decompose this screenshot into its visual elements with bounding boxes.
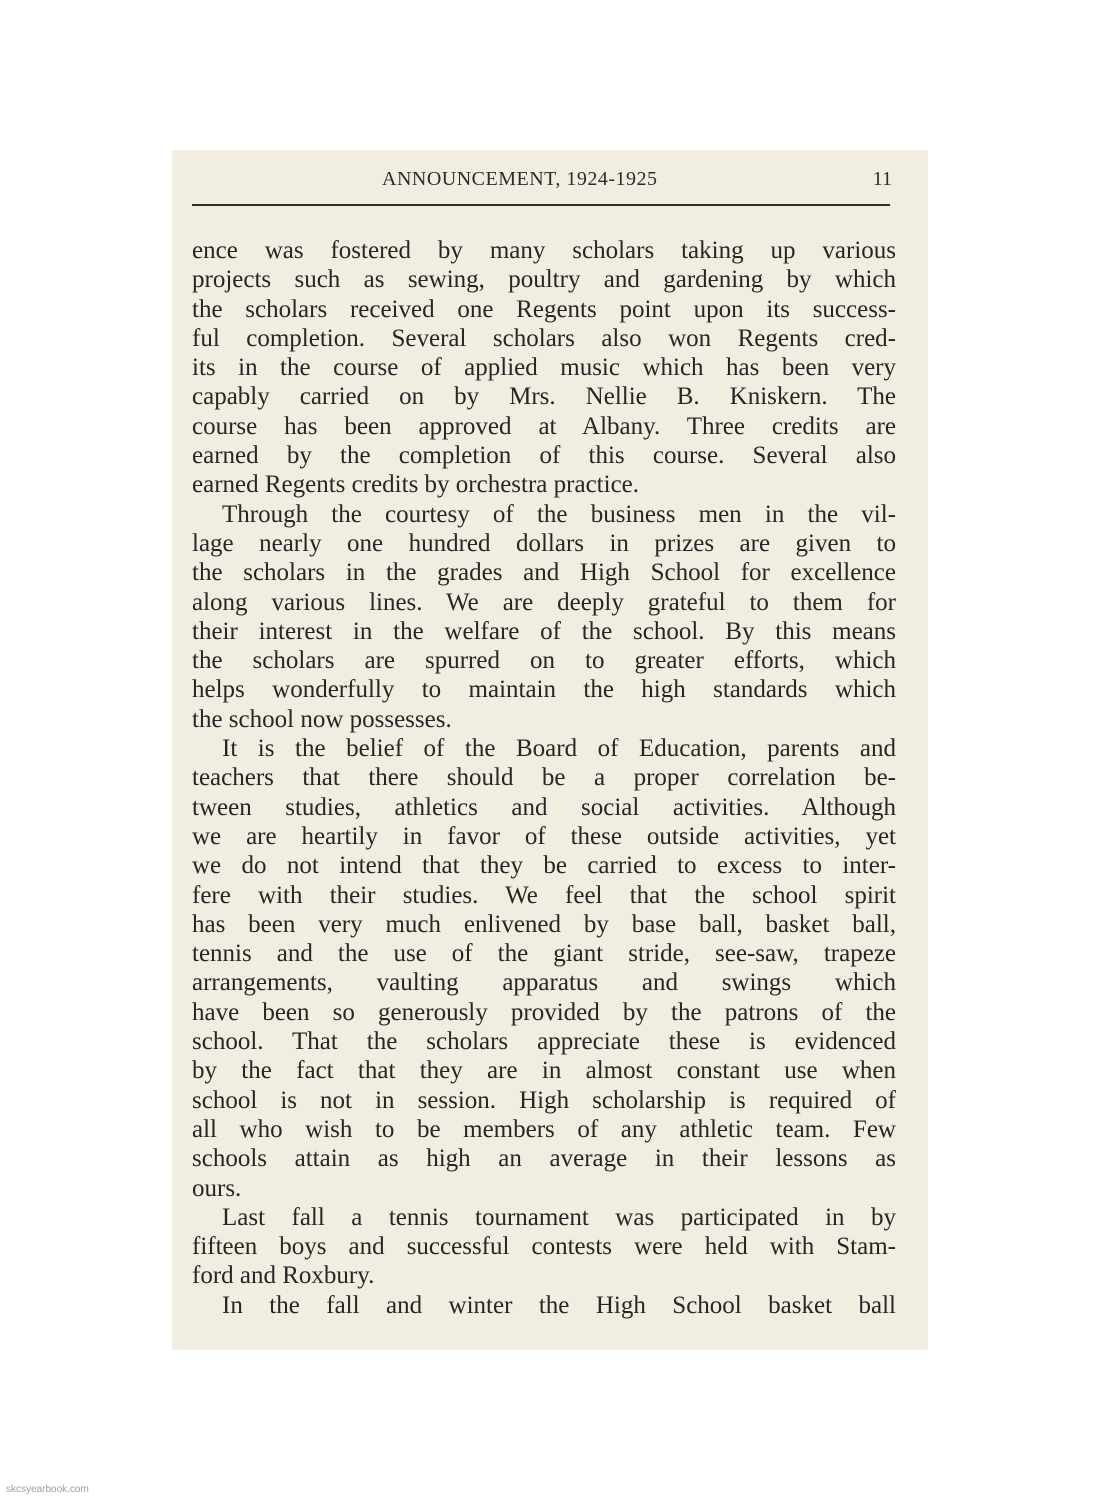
text-line: the scholars in the grades and High School for excellence bbox=[192, 559, 896, 587]
text-line: tennis and the use of the giant stride, see-saw, trapeze bbox=[192, 940, 896, 968]
text-line: helps wonderfully to maintain the high standards which bbox=[192, 676, 896, 704]
text-line: lage nearly one hundred dollars in prizes are given to bbox=[192, 529, 896, 557]
text-line: the scholars received one Regents point upon its success- bbox=[192, 295, 896, 323]
text-line: fere with their studies. We feel that the school spirit bbox=[192, 881, 896, 909]
text-line: we are heartily in favor of these outside activities, yet bbox=[192, 822, 896, 850]
text-line: course has been approved at Albany. Three credits are bbox=[192, 412, 896, 440]
page-number: 11 bbox=[872, 168, 892, 190]
running-header bbox=[192, 168, 904, 194]
text-line: ful completion. Several scholars also won Regents cred- bbox=[192, 324, 896, 352]
text-line: school is not in session. High scholarship is required of bbox=[192, 1086, 896, 1114]
text-line: capably carried on by Mrs. Nellie B. Kniskern. The bbox=[192, 383, 896, 411]
text-line: ence was fostered by many scholars taking up various bbox=[192, 237, 896, 264]
text-line: have been so generously provided by the patrons of the bbox=[192, 998, 896, 1026]
body-text bbox=[192, 236, 896, 1320]
text-line: ford and Roxbury. bbox=[192, 1262, 375, 1290]
text-line: school. That the scholars appreciate these is evidenced bbox=[192, 1028, 896, 1056]
text-line: Through the courtesy of the business men in the vil- bbox=[222, 500, 896, 528]
text-line: earned by the completion of this course. Several also bbox=[192, 442, 896, 470]
text-line: fifteen boys and successful contests were held with Stam- bbox=[192, 1233, 896, 1261]
text-line: It is the belief of the Board of Education, parents and bbox=[222, 735, 896, 763]
text-line: projects such as sewing, poultry and gardening by which bbox=[192, 266, 896, 294]
text-line: their interest in the welfare of the school. By this means bbox=[192, 617, 896, 645]
text-line: by the fact that they are in almost constant use when bbox=[192, 1057, 896, 1085]
text-line: In the fall and winter the High School basket ball bbox=[222, 1291, 896, 1319]
site-watermark: skcsyearbook.com bbox=[6, 1484, 89, 1495]
text-line: the school now possesses. bbox=[192, 705, 452, 733]
text-line: we do not intend that they be carried to excess to inter- bbox=[192, 852, 896, 880]
text-line: Last fall a tennis tournament was participated in by bbox=[222, 1203, 896, 1231]
text-line: tween studies, athletics and social activities. Although bbox=[192, 793, 896, 821]
text-line: schools attain as high an average in their lessons as bbox=[192, 1145, 896, 1173]
text-line: arrangements, vaulting apparatus and swings which bbox=[192, 969, 896, 997]
text-line: along various lines. We are deeply grateful to them for bbox=[192, 588, 896, 616]
text-line: has been very much enlivened by base ball, basket ball, bbox=[192, 910, 896, 938]
text-line: earned Regents credits by orchestra practice. bbox=[192, 471, 640, 499]
header-title: ANNOUNCEMENT, 1924-1925 bbox=[382, 168, 658, 190]
text-line: the scholars are spurred on to greater efforts, which bbox=[192, 647, 896, 675]
text-line: ours. bbox=[192, 1174, 242, 1202]
text-line: its in the course of applied music which has been very bbox=[192, 354, 896, 382]
header-rule bbox=[192, 204, 890, 206]
text-line: all who wish to be members of any athletic team. Few bbox=[192, 1115, 896, 1143]
text-line: teachers that there should be a proper correlation be- bbox=[192, 764, 896, 792]
